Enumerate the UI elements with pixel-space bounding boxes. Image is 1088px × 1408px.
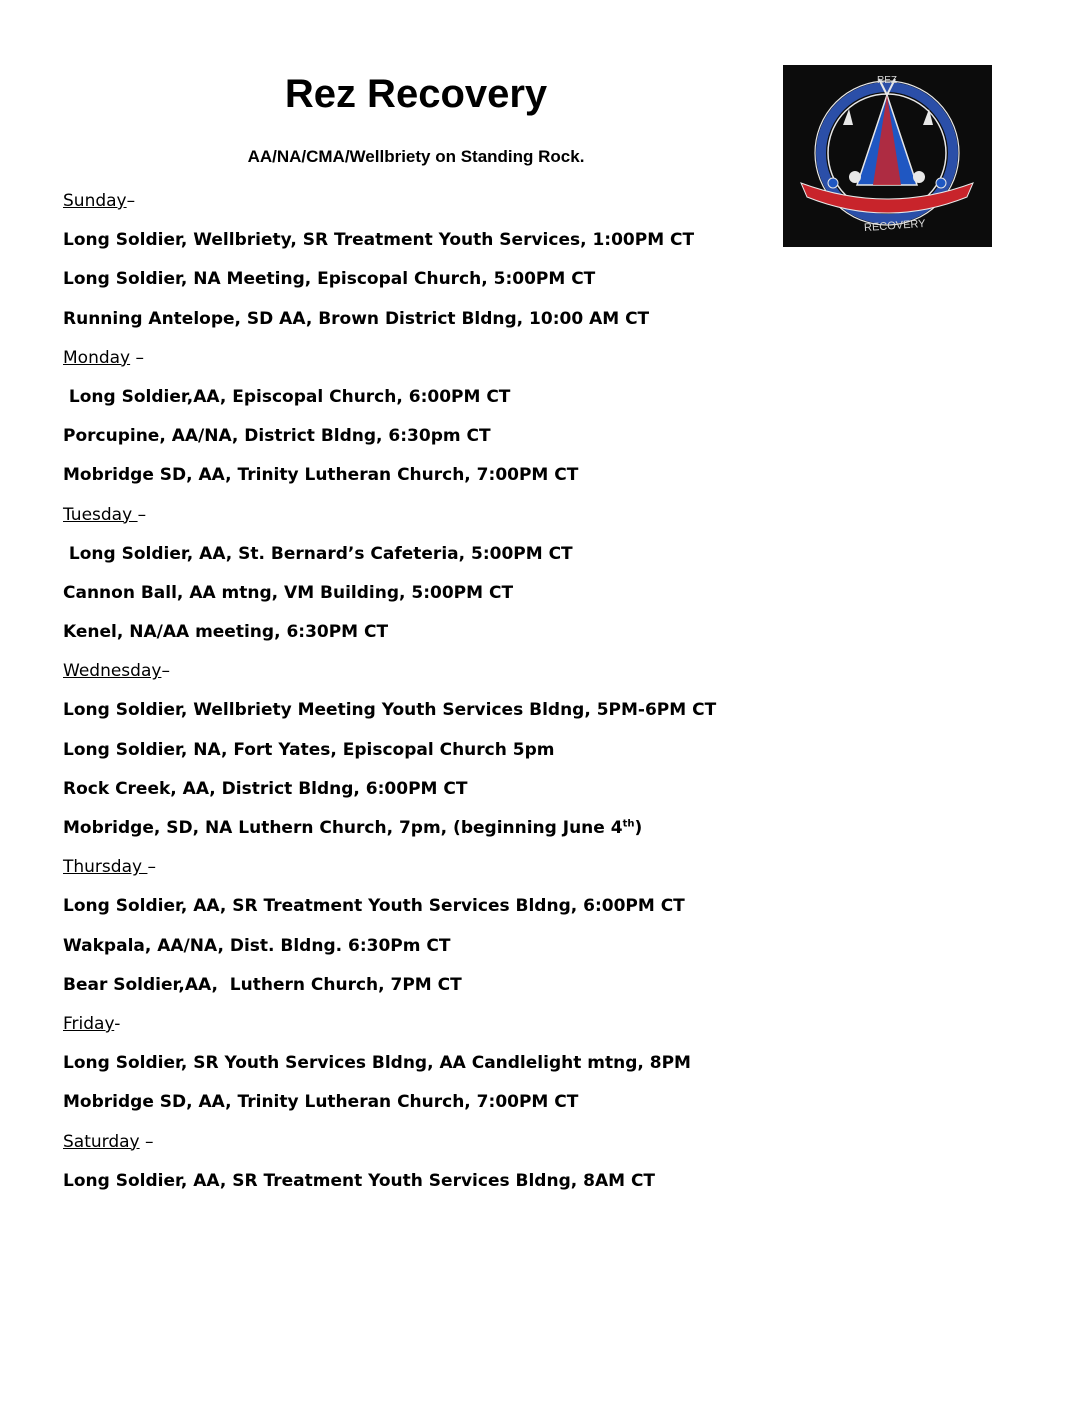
- day-heading-wednesday: [63, 657, 963, 696]
- day-heading-friday: [63, 1010, 963, 1049]
- logo-figure: [913, 171, 925, 183]
- day-separator: –: [126, 191, 136, 211]
- meeting-line: Long Soldier,AA, Episcopal Church, 6:00PM CT: [63, 386, 511, 407]
- meeting-line: Porcupine, AA/NA, District Bldng, 6:30pm CT: [63, 426, 491, 447]
- meeting-line: Kenel, NA/AA meeting, 6:30PM CT: [63, 622, 389, 643]
- meeting-line: Wakpala, AA/NA, Dist. Bldng. 6:30Pm CT: [63, 935, 451, 956]
- day-name: Tuesday: [63, 504, 138, 525]
- meeting-line: Mobridge SD, AA, Trinity Lutheran Church, 7:00PM CT: [63, 1092, 579, 1113]
- logo-bottom-text: RECOVERY: [863, 217, 926, 235]
- meeting-line: Long Soldier, NA Meeting, Episcopal Church, 5:00PM CT: [63, 269, 596, 290]
- meeting-line: Long Soldier, Wellbriety Meeting Youth Services Bldng, 5PM-6PM CT: [63, 700, 717, 721]
- meeting-line: Rock Creek, AA, District Bldng, 6:00PM CT: [63, 778, 468, 799]
- day-separator: –: [137, 504, 147, 525]
- meeting-suffix: [623, 818, 643, 838]
- meeting-line: Long Soldier, NA, Fort Yates, Episcopal Church 5pm: [63, 739, 555, 760]
- day-separator: –: [139, 1131, 154, 1152]
- meeting-line: Mobridge SD, AA, Trinity Lutheran Church, 7:00PM CT: [63, 465, 579, 486]
- meeting-line: Running Antelope, SD AA, Brown District Bldng, 10:00 AM CT: [63, 308, 650, 329]
- day-heading-saturday: [63, 1128, 963, 1167]
- day-separator: –: [147, 857, 156, 878]
- day-name: Friday: [63, 1013, 115, 1034]
- day-heading-sunday: [63, 187, 963, 226]
- meeting-line: Long Soldier, AA, SR Treatment Youth Services Bldng, 6:00PM CT: [63, 896, 685, 917]
- meeting-line: [63, 814, 963, 853]
- day-name: Monday: [63, 347, 131, 368]
- meeting-schedule: [63, 187, 963, 1206]
- day-heading-tuesday: [63, 501, 963, 540]
- day-separator: –: [161, 661, 170, 682]
- meeting-line: Long Soldier, AA, St. Bernard’s Cafeteria, 5:00PM CT: [63, 543, 573, 564]
- day-name: Saturday: [63, 1131, 140, 1152]
- day-name: Sunday: [63, 191, 127, 211]
- page-subtitle: AA/NA/CMA/Wellbriety on Standing Rock.: [247, 147, 585, 166]
- ordinal-superscript: th: [622, 818, 635, 830]
- logo-figure: [849, 171, 861, 183]
- meeting-line: Bear Soldier,AA, Luthern Church, 7PM CT: [63, 974, 462, 995]
- logo-top-text: REZ: [877, 75, 897, 86]
- meeting-line: Cannon Ball, AA mtng, VM Building, 5:00PM CT: [63, 582, 514, 603]
- day-name: Wednesday: [63, 661, 162, 682]
- meeting-line: Long Soldier, SR Youth Services Bldng, AA Candlelight mtng, 8PM: [63, 1053, 691, 1074]
- meeting-text: Mobridge, SD, NA Luthern Church, 7pm, (beginning June 4: [63, 818, 623, 838]
- meeting-line: Long Soldier, AA, SR Treatment Youth Services Bldng, 8AM CT: [63, 1170, 656, 1191]
- meeting-line: Long Soldier, Wellbriety, SR Treatment Youth Services, 1:00PM CT: [63, 230, 695, 251]
- day-name: Thursday: [63, 857, 148, 878]
- page-title: Rez Recovery: [284, 72, 548, 116]
- day-separator: –: [130, 347, 145, 368]
- closing-paren: ): [634, 818, 643, 838]
- day-heading-monday: [63, 344, 963, 383]
- day-heading-thursday: [63, 853, 963, 892]
- day-separator: -: [114, 1013, 121, 1034]
